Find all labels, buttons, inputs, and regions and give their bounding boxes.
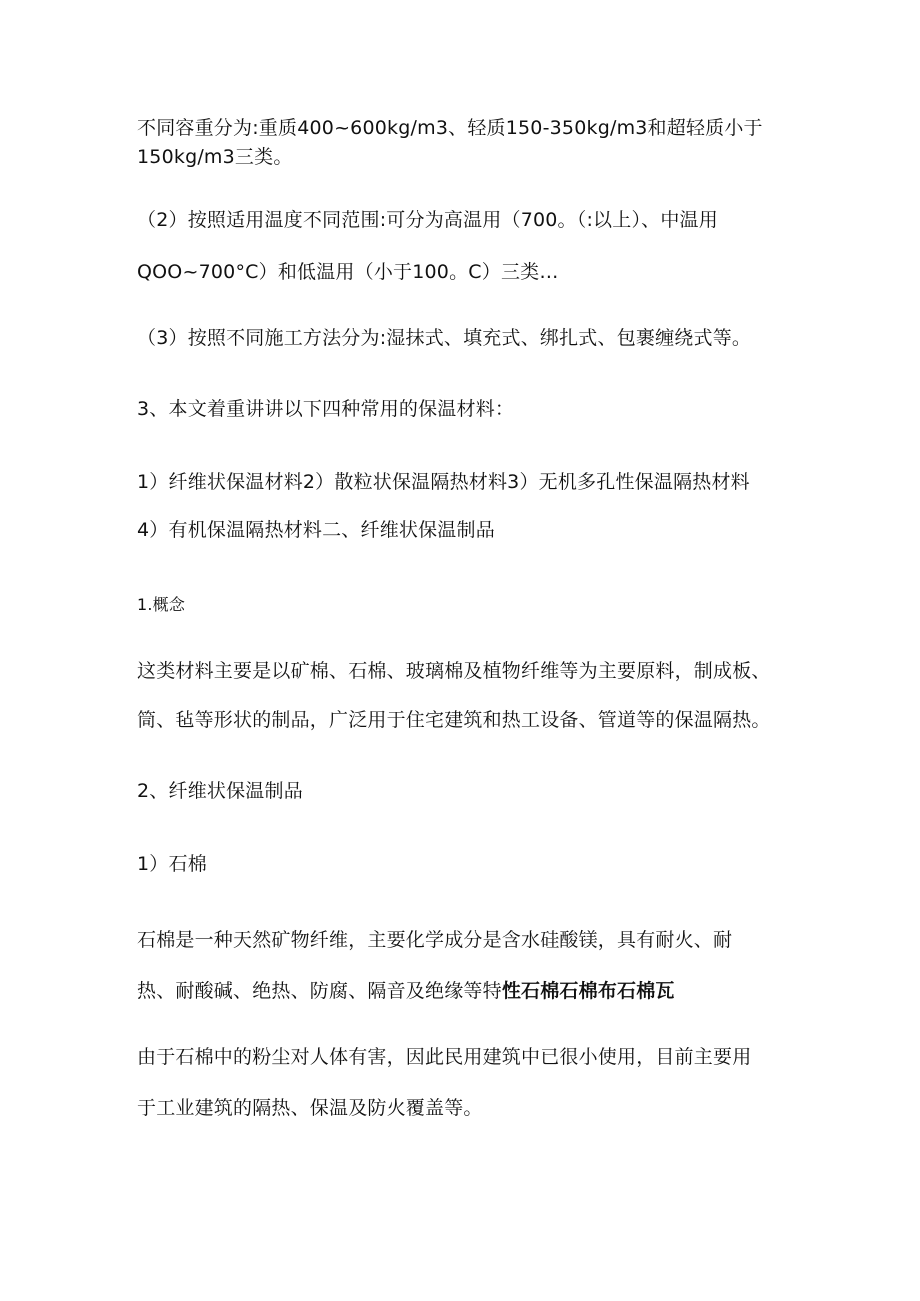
asbestos-products-bold-text: 性石棉石棉布石棉瓦 bbox=[501, 980, 675, 1002]
text-line-temperature: （2）按照适用温度不同范围:可分为高温用（700。（:以上）、中温用 bbox=[137, 209, 718, 231]
text-line-asbestos: 石棉是一种天然矿物纤维，主要化学成分是含水硅酸镁，具有耐火、耐 bbox=[137, 929, 733, 951]
section-heading-materials: 3、本文着重讲讲以下四种常用的保温材料： bbox=[137, 398, 515, 420]
section-heading-fiber-products: 2、纤维状保温制品 bbox=[137, 780, 303, 802]
text-line-usage-cont: 于工业建筑的隔热、保温及防火覆盖等。 bbox=[137, 1097, 483, 1119]
text-line-concept-cont: 筒、毡等形状的制品，广泛用于住宅建筑和热工设备、管道等的保温隔热。 bbox=[137, 709, 771, 731]
text-line-temperature-cont: QOO~700°C）和低温用（小于100。C）三类… bbox=[137, 261, 559, 283]
text-line-density: 不同容重分为:重质400~600kg∕m3、轻质150-350kg∕m3和超轻质小于 bbox=[137, 117, 763, 139]
text-line-construction: （3）按照不同施工方法分为:湿抹式、填充式、绑扎式、包裹缠绕式等。 bbox=[137, 327, 752, 349]
subheading-asbestos: 1）石棉 bbox=[137, 853, 207, 875]
subheading-concept: 1.概念 bbox=[137, 595, 186, 614]
text-line-density-cont: 150kg∕m3三类。 bbox=[137, 146, 293, 168]
text-line-concept: 这类材料主要是以矿棉、石棉、玻璃棉及植物纤维等为主要原料，制成板、 bbox=[137, 660, 771, 682]
text-line-usage: 由于石棉中的粉尘对人体有害，因此民用建筑中已很小使用，目前主要用 bbox=[137, 1046, 752, 1068]
text-line-asbestos-cont bbox=[137, 979, 675, 1003]
asbestos-properties-text: 热、耐酸碱、绝热、防腐、隔音及绝缘等特 bbox=[137, 980, 502, 1002]
text-line-material-list-cont: 4）有机保温隔热材料二、纤维状保温制品 bbox=[137, 519, 495, 541]
text-line-material-list: 1）纤维状保温材料2）散粒状保温隔热材料3）无机多孔性保温隔热材料 bbox=[137, 471, 750, 493]
